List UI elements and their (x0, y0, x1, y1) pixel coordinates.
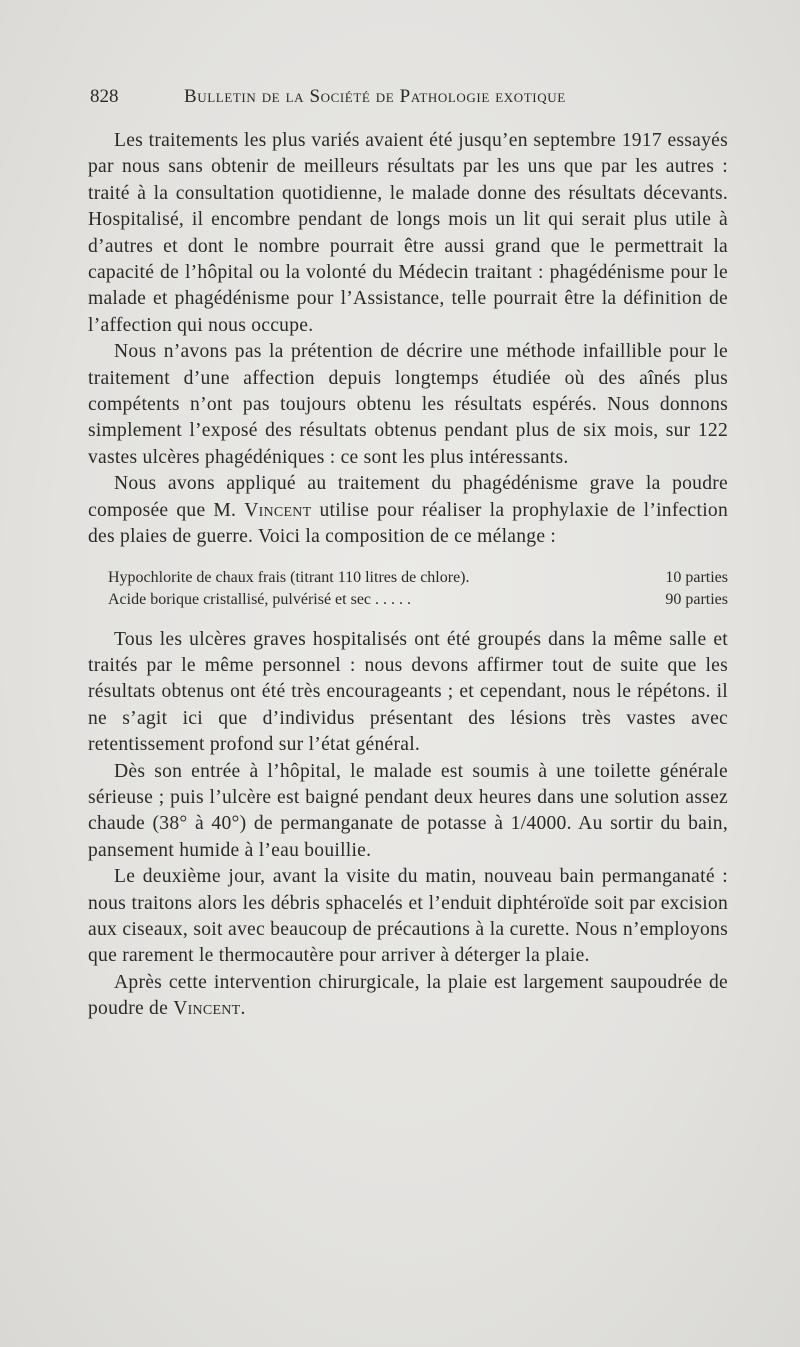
author-name-vincent: Vincent (244, 499, 312, 521)
paragraph-admission: Dès son entrée à l’hôpital, le malade est soumis à une toilette générale sérieuse ; puis l’ulcère est baigné pendant deux heures dans une solution assez chaude (38° à 40°) de permanganate de potasse à 1/4000. Au sortir du bain, pansement humide à l’eau bouillie. (88, 760, 728, 861)
ingredient-name: Hypochlorite de chaux frais (titrant 110 litres de chlore). (108, 568, 470, 586)
paragraph-dusting (88, 970, 728, 1023)
p7-text-before: Après cette intervention chirurgicale, la plaie est largement saupoudrée de poudre de (88, 971, 728, 1020)
article-body (88, 128, 728, 1023)
p3-text-after: utilise pour réaliser la prophylaxie de l’infection des plaies de guerre. Voici la composition de ce mélange : (88, 499, 728, 548)
ingredient-quantity: 90 parties (665, 590, 728, 608)
paragraph-previous-treatments: Les traitements les plus variés avaient été jusqu’en septembre 1917 essayés par nous sans obtenir de meilleurs résultats par les uns que par les autres : traité à la consultation quotidienne, le malade donne des résultats décevants. Hospitalisé, il encombre pendant de longs mois un lit qui serait plus utile à d’autres et dont le nombre pourrait être aussi grand que le permettrait la capacité de l’hôpital ou la volonté du Médecin traitant : phagédénisme pour le malade et phagédénisme pour l’Assistance, telle pourrait être la définition de l’affection qui nous occupe. (88, 130, 728, 336)
composition-row (108, 589, 728, 611)
composition-row (108, 567, 728, 589)
paragraph-grouping: Tous les ulcères graves hospitalisés ont été groupés dans la même salle et traités par le même personnel : nous devons affirmer tout de suite que les résultats obtenus ont été très encourageants ; et cependant, nous le répétons. il ne s’agit ici que d’individus présentant des lésions très vastes avec retentissement profond sur l’état général. (88, 628, 728, 756)
paragraph-vincent-powder (88, 471, 728, 550)
page-header (90, 84, 640, 110)
page-number: 828 (90, 86, 119, 107)
p3-text-before: Nous avons appliqué au traitement du phagédénisme grave la poudre composée que M. (88, 473, 728, 521)
paragraph-second-day: Le deuxième jour, avant la visite du matin, nouveau bain permanganaté : nous traitons alors les débris sphacelés et l’enduit diphtéroïde soit par excision aux ciseaux, soit avec beaucoup de précautions à la curette. Nous n’employons que rarement le thermocautère pour arriver à déterger la plaie. (88, 866, 728, 967)
ingredient-quantity: 10 parties (665, 568, 728, 586)
author-name-vincent-2: Vincent. (173, 998, 246, 1020)
paragraph-method-scope: Nous n’avons pas la prétention de décrire une méthode infaillible pour le traitement d’une affection depuis longtemps étudiée où des aînés plus compétents n’ont pas toujours obtenu les résultats espérés. Nous donnons simplement l’exposé des résultats obtenus pendant plus de six mois, sur 122 vastes ulcères phagédéniques : ce sont les plus intéressants. (88, 341, 728, 468)
ingredient-name: Acide borique cristallisé, pulvérisé et sec . . . . . (108, 590, 412, 608)
powder-composition (108, 567, 728, 611)
running-title: Bulletin de la Société de Pathologie exotique (184, 86, 566, 107)
